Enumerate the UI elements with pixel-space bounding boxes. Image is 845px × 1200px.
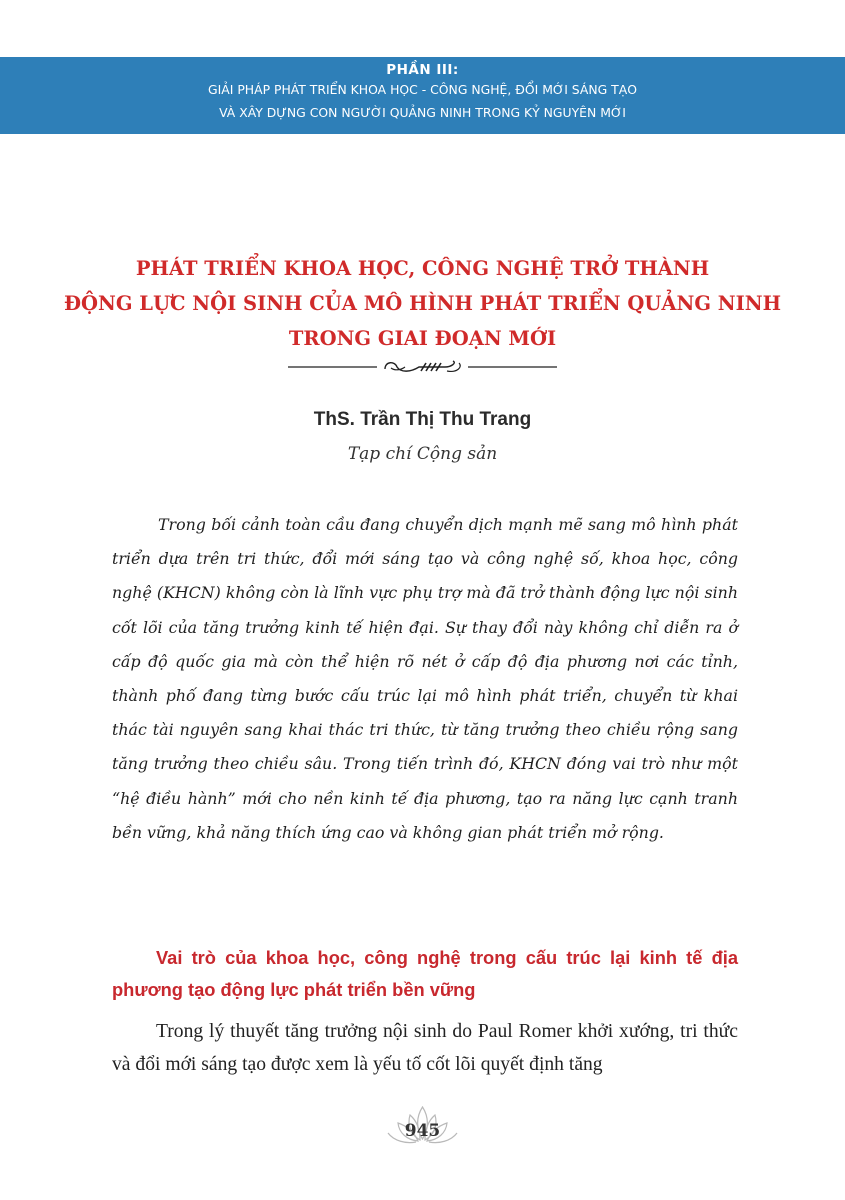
section-heading: Vai trò của khoa học, công nghệ trong cấu trúc lại kinh tế địa phương tạo động lực phát triển bền vững (112, 947, 738, 1000)
part-label: PHẦN III: (386, 62, 459, 78)
title-line-1: PHÁT TRIỂN KHOA HỌC, CÔNG NGHỆ TRỞ THÀNH (135, 257, 710, 280)
author-name: ThS. Trần Thị Thu Trang (313, 409, 532, 430)
author-affiliation: Tạp chí Cộng sản (347, 444, 498, 464)
page-number: 945 (404, 1121, 441, 1141)
title-line-2: ĐỘNG LỰC NỘI SINH CỦA MÔ HÌNH PHÁT TRIỂN QUẢNG NINH (63, 292, 781, 315)
title-line-3: TRONG GIAI ĐOẠN MỚI (288, 327, 557, 350)
abstract-paragraph: Trong bối cảnh toàn cầu đang chuyển dịch mạnh mẽ sang mô hình phát triển dựa trên tri thức, đổi mới sáng tạo và công nghệ số, khoa học, công nghệ (KHCN) không còn là lĩnh vực phụ trợ mà đã trở thành động lực nội sinh cốt lõi của tăng trưởng kinh tế hiện đại. Sự thay đổi này không chỉ diễn ra ở cấp độ quốc gia mà còn thể hiện rõ nét ở cấp độ địa phương nơi các tỉnh, thành phố đang từng bước cấu trúc lại mô hình phát triển, chuyển từ khai thác tài nguyên sang khai thác tri thức, từ tăng trưởng theo chiều rộng sang tăng trưởng theo chiều sâu. Trong tiến trình đó, KHCN đóng vai trò như một “hệ điều hành” mới cho nền kinh tế địa phương, tạo ra năng lực cạnh tranh bền vững, khả năng thích ứng cao và không gian phát triển mở rộng. (112, 515, 738, 842)
part-subtitle-line-1: GIẢI PHÁP PHÁT TRIỂN KHOA HỌC - CÔNG NGHỆ, ĐỔI MỚI SÁNG TẠO (208, 82, 637, 97)
article-title (0, 251, 845, 356)
part-subtitle-line-2: VÀ XÂY DỰNG CON NGƯỜI QUẢNG NINH TRONG KỶ NGUYÊN MỚI (219, 105, 626, 120)
title-divider-ornament (285, 357, 560, 377)
page-number-folio (380, 1103, 465, 1155)
body-paragraph: Trong lý thuyết tăng trưởng nội sinh do Paul Romer khởi xướng, tri thức và đổi mới sáng tạo được xem là yếu tố cốt lõi quyết định tăng (112, 1021, 738, 1075)
part-header-band (0, 57, 845, 134)
